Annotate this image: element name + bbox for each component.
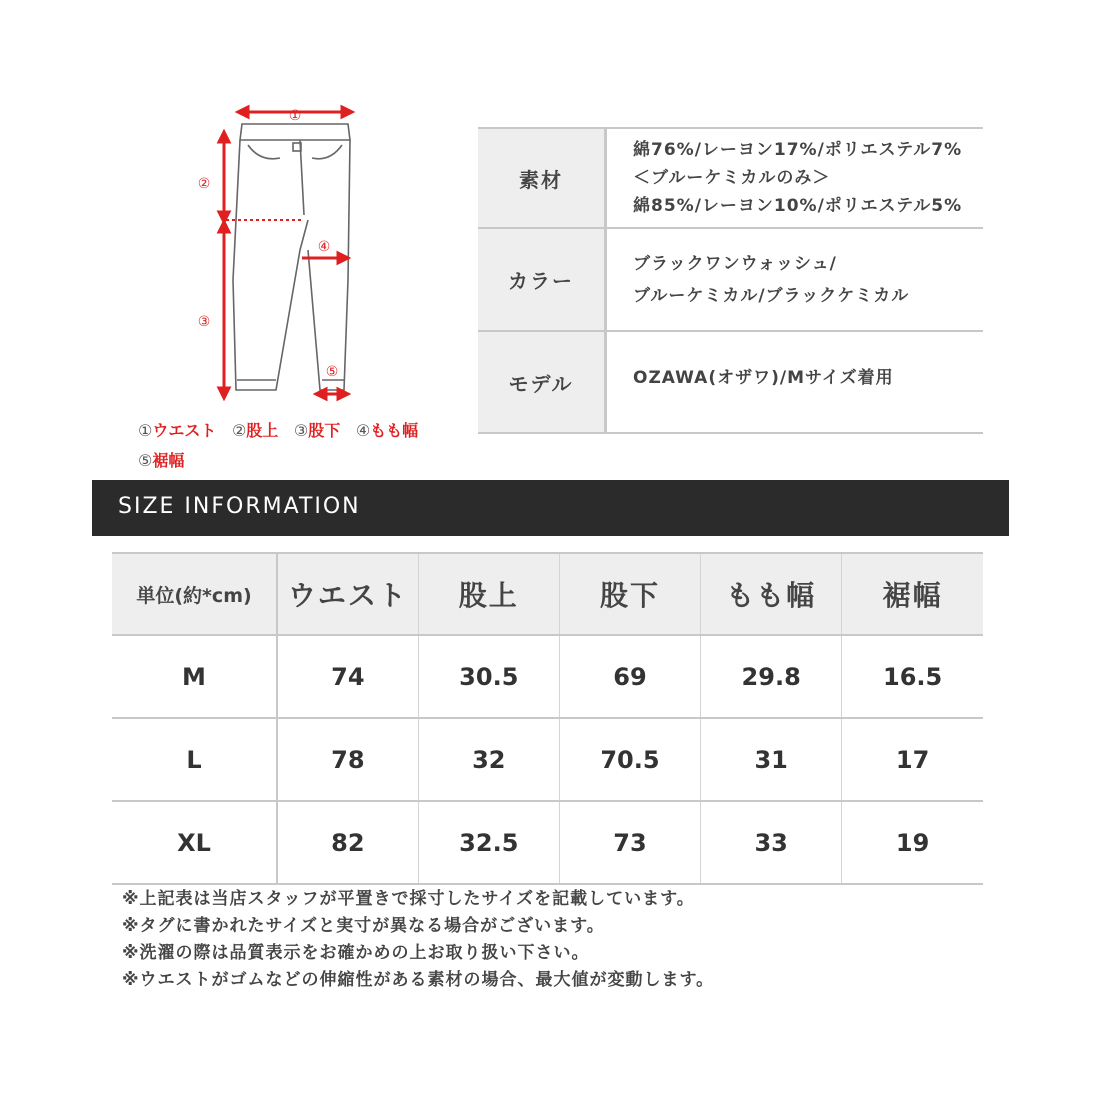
legend-item: ①ウエスト xyxy=(138,421,217,440)
legend-item: ③股下 xyxy=(293,421,341,440)
table-cell: 30.5 xyxy=(418,635,559,718)
legend-item: ②股上 xyxy=(231,421,279,440)
table-cell: 78 xyxy=(277,718,418,801)
size-header-row xyxy=(112,553,983,635)
spec-row-color xyxy=(478,228,983,331)
legend-item: ④もも幅 xyxy=(355,421,419,440)
spec-table xyxy=(478,127,983,434)
note-line: ※上記表は当店スタッフが平置きで採寸したサイズを記載しています。 xyxy=(122,889,695,909)
spec-key: 素材 xyxy=(478,128,606,228)
right-leg-outline xyxy=(308,140,350,390)
left-leg-outline xyxy=(233,140,308,390)
spec-value: ブラックワンウォッシュ/ ブルーケミカル/ブラックケミカル xyxy=(606,228,984,331)
unit-header: 単位(約*cm) xyxy=(112,553,277,635)
col-header: 股下 xyxy=(559,553,700,635)
table-cell: 32.5 xyxy=(418,801,559,884)
diagram-legend xyxy=(138,416,468,476)
table-cell: 16.5 xyxy=(842,635,983,718)
note-line: ※タグに書かれたサイズと実寸が異なる場合がございます。 xyxy=(122,916,605,936)
table-cell: 19 xyxy=(842,801,983,884)
marker-1: ① xyxy=(288,108,302,124)
note-line: ※ウエストがゴムなどの伸縮性がある素材の場合、最大値が変動します。 xyxy=(122,970,715,990)
col-header: もも幅 xyxy=(701,553,842,635)
spec-row-model xyxy=(478,331,983,433)
size-label: XL xyxy=(112,801,277,884)
spec-key: モデル xyxy=(478,331,606,433)
marker-3: ③ xyxy=(197,314,211,330)
col-header: ウエスト xyxy=(277,553,418,635)
spec-value: 綿76%/レーヨン17%/ポリエステル7% ＜ブルーケミカルのみ＞ 綿85%/レーヨン10%/ポリエステル5% xyxy=(606,128,984,228)
table-row xyxy=(112,718,983,801)
spec-key: カラー xyxy=(478,228,606,331)
size-label: L xyxy=(112,718,277,801)
table-cell: 29.8 xyxy=(701,635,842,718)
table-cell: 73 xyxy=(559,801,700,884)
col-header: 股上 xyxy=(418,553,559,635)
spec-value: OZAWA(オザワ)/Mサイズ着用 xyxy=(606,331,984,433)
size-label: M xyxy=(112,635,277,718)
legend-item: ⑤裾幅 xyxy=(138,451,185,470)
pants-illustration xyxy=(130,100,470,420)
table-cell: 33 xyxy=(701,801,842,884)
spec-row-material xyxy=(478,128,983,228)
size-table xyxy=(112,552,983,885)
table-cell: 31 xyxy=(701,718,842,801)
notes xyxy=(122,886,714,994)
marker-5: ⑤ xyxy=(325,364,339,380)
table-cell: 74 xyxy=(277,635,418,718)
table-cell: 70.5 xyxy=(559,718,700,801)
table-cell: 17 xyxy=(842,718,983,801)
table-cell: 32 xyxy=(418,718,559,801)
section-title-bar xyxy=(92,480,1009,536)
table-row xyxy=(112,801,983,884)
table-cell: 82 xyxy=(277,801,418,884)
note-line: ※洗濯の際は品質表示をお確かめの上お取り扱い下さい。 xyxy=(122,943,590,963)
marker-2: ② xyxy=(197,176,211,192)
table-cell: 69 xyxy=(559,635,700,718)
table-row xyxy=(112,635,983,718)
col-header: 裾幅 xyxy=(842,553,983,635)
section-title: SIZE INFORMATION xyxy=(118,494,361,519)
marker-4: ④ xyxy=(317,239,331,255)
waistband-shape xyxy=(240,124,350,140)
